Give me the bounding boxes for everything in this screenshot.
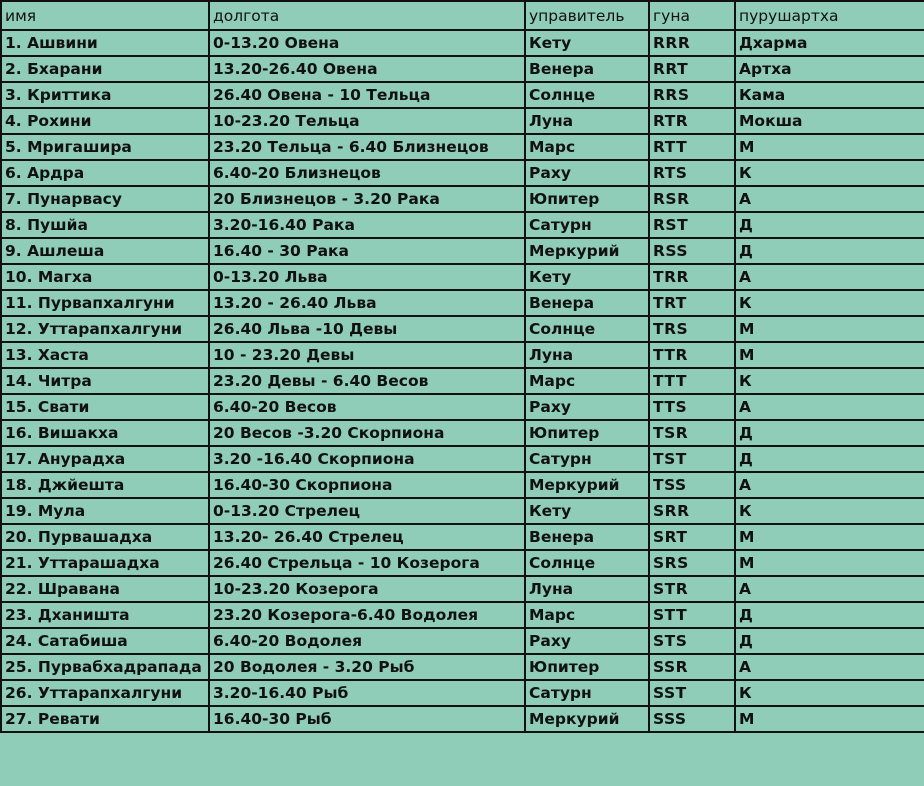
table-row (1, 30, 924, 56)
cell-longitude: 6.40-20 Близнецов (209, 160, 525, 186)
cell-name: 22. Шравана (1, 576, 209, 602)
cell-longitude: 6.40-20 Водолея (209, 628, 525, 654)
cell-ruler: Раху (525, 628, 649, 654)
cell-longitude: 20 Весов -3.20 Скорпиона (209, 420, 525, 446)
cell-longitude: 0-13.20 Льва (209, 264, 525, 290)
table-row (1, 238, 924, 264)
cell-guna: STR (649, 576, 735, 602)
cell-purushartha: Д (735, 628, 924, 654)
cell-guna: TSR (649, 420, 735, 446)
table-row (1, 498, 924, 524)
cell-name: 10. Магха (1, 264, 209, 290)
cell-purushartha: А (735, 394, 924, 420)
cell-ruler: Меркурий (525, 706, 649, 732)
cell-purushartha: М (735, 134, 924, 160)
cell-ruler: Юпитер (525, 186, 649, 212)
header-ruler: управитель (525, 1, 649, 30)
cell-name: 2. Бхарани (1, 56, 209, 82)
cell-purushartha: Д (735, 446, 924, 472)
cell-ruler: Луна (525, 342, 649, 368)
cell-ruler: Марс (525, 368, 649, 394)
cell-guna: TST (649, 446, 735, 472)
cell-purushartha: А (735, 576, 924, 602)
header-name: имя (1, 1, 209, 30)
table-row (1, 524, 924, 550)
cell-purushartha: К (735, 290, 924, 316)
cell-ruler: Юпитер (525, 654, 649, 680)
cell-name: 21. Уттарашадха (1, 550, 209, 576)
cell-guna: SRR (649, 498, 735, 524)
cell-guna: SSS (649, 706, 735, 732)
cell-longitude: 26.40 Льва -10 Девы (209, 316, 525, 342)
cell-longitude: 23.20 Козерога-6.40 Водолея (209, 602, 525, 628)
cell-longitude: 0-13.20 Овена (209, 30, 525, 56)
table-row (1, 212, 924, 238)
table-row (1, 368, 924, 394)
cell-purushartha: А (735, 472, 924, 498)
cell-ruler: Меркурий (525, 472, 649, 498)
cell-longitude: 16.40-30 Скорпиона (209, 472, 525, 498)
cell-purushartha: К (735, 498, 924, 524)
cell-purushartha: Артха (735, 56, 924, 82)
table-row (1, 342, 924, 368)
cell-longitude: 16.40-30 Рыб (209, 706, 525, 732)
cell-name: 3. Криттика (1, 82, 209, 108)
cell-guna: SSR (649, 654, 735, 680)
cell-ruler: Солнце (525, 550, 649, 576)
cell-name: 14. Читра (1, 368, 209, 394)
cell-ruler: Венера (525, 524, 649, 550)
cell-guna: RST (649, 212, 735, 238)
cell-ruler: Сатурн (525, 446, 649, 472)
table-row (1, 56, 924, 82)
cell-name: 12. Уттарапхалгуни (1, 316, 209, 342)
cell-longitude: 10-23.20 Тельца (209, 108, 525, 134)
cell-longitude: 16.40 - 30 Рака (209, 238, 525, 264)
table-row (1, 82, 924, 108)
table-row (1, 602, 924, 628)
cell-name: 20. Пурвашадха (1, 524, 209, 550)
cell-longitude: 13.20- 26.40 Стрелец (209, 524, 525, 550)
cell-guna: TTS (649, 394, 735, 420)
cell-longitude: 10 - 23.20 Девы (209, 342, 525, 368)
cell-longitude: 0-13.20 Стрелец (209, 498, 525, 524)
header-row (1, 1, 924, 30)
cell-purushartha: М (735, 316, 924, 342)
header-purushartha: пурушартха (735, 1, 924, 30)
cell-purushartha: К (735, 680, 924, 706)
cell-purushartha: К (735, 160, 924, 186)
cell-name: 26. Уттарапхалгуни (1, 680, 209, 706)
cell-name: 13. Хаста (1, 342, 209, 368)
cell-longitude: 13.20 - 26.40 Льва (209, 290, 525, 316)
cell-purushartha: А (735, 186, 924, 212)
cell-name: 6. Ардра (1, 160, 209, 186)
cell-ruler: Кету (525, 30, 649, 56)
cell-ruler: Солнце (525, 316, 649, 342)
cell-guna: RRT (649, 56, 735, 82)
cell-purushartha: А (735, 264, 924, 290)
cell-guna: SST (649, 680, 735, 706)
cell-purushartha: М (735, 550, 924, 576)
table-row (1, 446, 924, 472)
table-row (1, 108, 924, 134)
cell-longitude: 20 Близнецов - 3.20 Рака (209, 186, 525, 212)
cell-longitude: 13.20-26.40 Овена (209, 56, 525, 82)
cell-purushartha: Д (735, 212, 924, 238)
table-row (1, 628, 924, 654)
cell-name: 18. Джйешта (1, 472, 209, 498)
cell-guna: STS (649, 628, 735, 654)
table-row (1, 290, 924, 316)
cell-purushartha: Д (735, 238, 924, 264)
cell-name: 24. Сатабиша (1, 628, 209, 654)
cell-purushartha: Мокша (735, 108, 924, 134)
cell-ruler: Венера (525, 56, 649, 82)
cell-name: 15. Свати (1, 394, 209, 420)
cell-purushartha: Д (735, 420, 924, 446)
table-row (1, 680, 924, 706)
cell-ruler: Сатурн (525, 212, 649, 238)
cell-ruler: Кету (525, 264, 649, 290)
cell-guna: RTT (649, 134, 735, 160)
cell-name: 23. Дханишта (1, 602, 209, 628)
cell-purushartha: М (735, 706, 924, 732)
cell-guna: TRT (649, 290, 735, 316)
cell-longitude: 23.20 Тельца - 6.40 Близнецов (209, 134, 525, 160)
cell-name: 9. Ашлеша (1, 238, 209, 264)
cell-guna: TRS (649, 316, 735, 342)
cell-name: 7. Пунарвасу (1, 186, 209, 212)
cell-guna: RSS (649, 238, 735, 264)
cell-guna: TTT (649, 368, 735, 394)
table-row (1, 654, 924, 680)
cell-purushartha: Дхарма (735, 30, 924, 56)
cell-purushartha: М (735, 524, 924, 550)
table-row (1, 316, 924, 342)
table-row (1, 160, 924, 186)
cell-longitude: 3.20-16.40 Рыб (209, 680, 525, 706)
cell-name: 8. Пушйа (1, 212, 209, 238)
cell-ruler: Солнце (525, 82, 649, 108)
cell-ruler: Марс (525, 134, 649, 160)
cell-name: 27. Ревати (1, 706, 209, 732)
table-row (1, 706, 924, 732)
cell-ruler: Марс (525, 602, 649, 628)
cell-guna: RTS (649, 160, 735, 186)
cell-ruler: Венера (525, 290, 649, 316)
cell-guna: RRS (649, 82, 735, 108)
cell-purushartha: Кама (735, 82, 924, 108)
table-row (1, 550, 924, 576)
cell-longitude: 20 Водолея - 3.20 Рыб (209, 654, 525, 680)
cell-guna: TTR (649, 342, 735, 368)
header-guna: гуна (649, 1, 735, 30)
cell-ruler: Луна (525, 576, 649, 602)
cell-longitude: 26.40 Овена - 10 Тельца (209, 82, 525, 108)
cell-guna: SRT (649, 524, 735, 550)
cell-ruler: Луна (525, 108, 649, 134)
cell-longitude: 23.20 Девы - 6.40 Весов (209, 368, 525, 394)
table-row (1, 394, 924, 420)
table-row (1, 420, 924, 446)
cell-name: 5. Мригашира (1, 134, 209, 160)
cell-purushartha: Д (735, 602, 924, 628)
cell-guna: RTR (649, 108, 735, 134)
table-body (1, 30, 924, 732)
table-row (1, 134, 924, 160)
header-longitude: долгота (209, 1, 525, 30)
table-row (1, 186, 924, 212)
cell-purushartha: М (735, 342, 924, 368)
table-row (1, 576, 924, 602)
cell-guna: TRR (649, 264, 735, 290)
cell-ruler: Раху (525, 160, 649, 186)
cell-name: 19. Мула (1, 498, 209, 524)
cell-guna: RRR (649, 30, 735, 56)
table-row (1, 264, 924, 290)
cell-longitude: 6.40-20 Весов (209, 394, 525, 420)
table-row (1, 472, 924, 498)
cell-ruler: Кету (525, 498, 649, 524)
cell-name: 17. Анурадха (1, 446, 209, 472)
cell-name: 4. Рохини (1, 108, 209, 134)
cell-name: 25. Пурвабхадрапада (1, 654, 209, 680)
cell-guna: STT (649, 602, 735, 628)
cell-purushartha: А (735, 654, 924, 680)
cell-name: 1. Ашвини (1, 30, 209, 56)
cell-ruler: Юпитер (525, 420, 649, 446)
cell-name: 16. Вишакха (1, 420, 209, 446)
cell-guna: SRS (649, 550, 735, 576)
cell-ruler: Сатурн (525, 680, 649, 706)
cell-purushartha: К (735, 368, 924, 394)
cell-name: 11. Пурвапхалгуни (1, 290, 209, 316)
cell-guna: RSR (649, 186, 735, 212)
cell-ruler: Меркурий (525, 238, 649, 264)
cell-ruler: Раху (525, 394, 649, 420)
cell-longitude: 3.20-16.40 Рака (209, 212, 525, 238)
cell-longitude: 10-23.20 Козерога (209, 576, 525, 602)
cell-longitude: 3.20 -16.40 Скорпиона (209, 446, 525, 472)
cell-guna: TSS (649, 472, 735, 498)
cell-longitude: 26.40 Стрельца - 10 Козерога (209, 550, 525, 576)
